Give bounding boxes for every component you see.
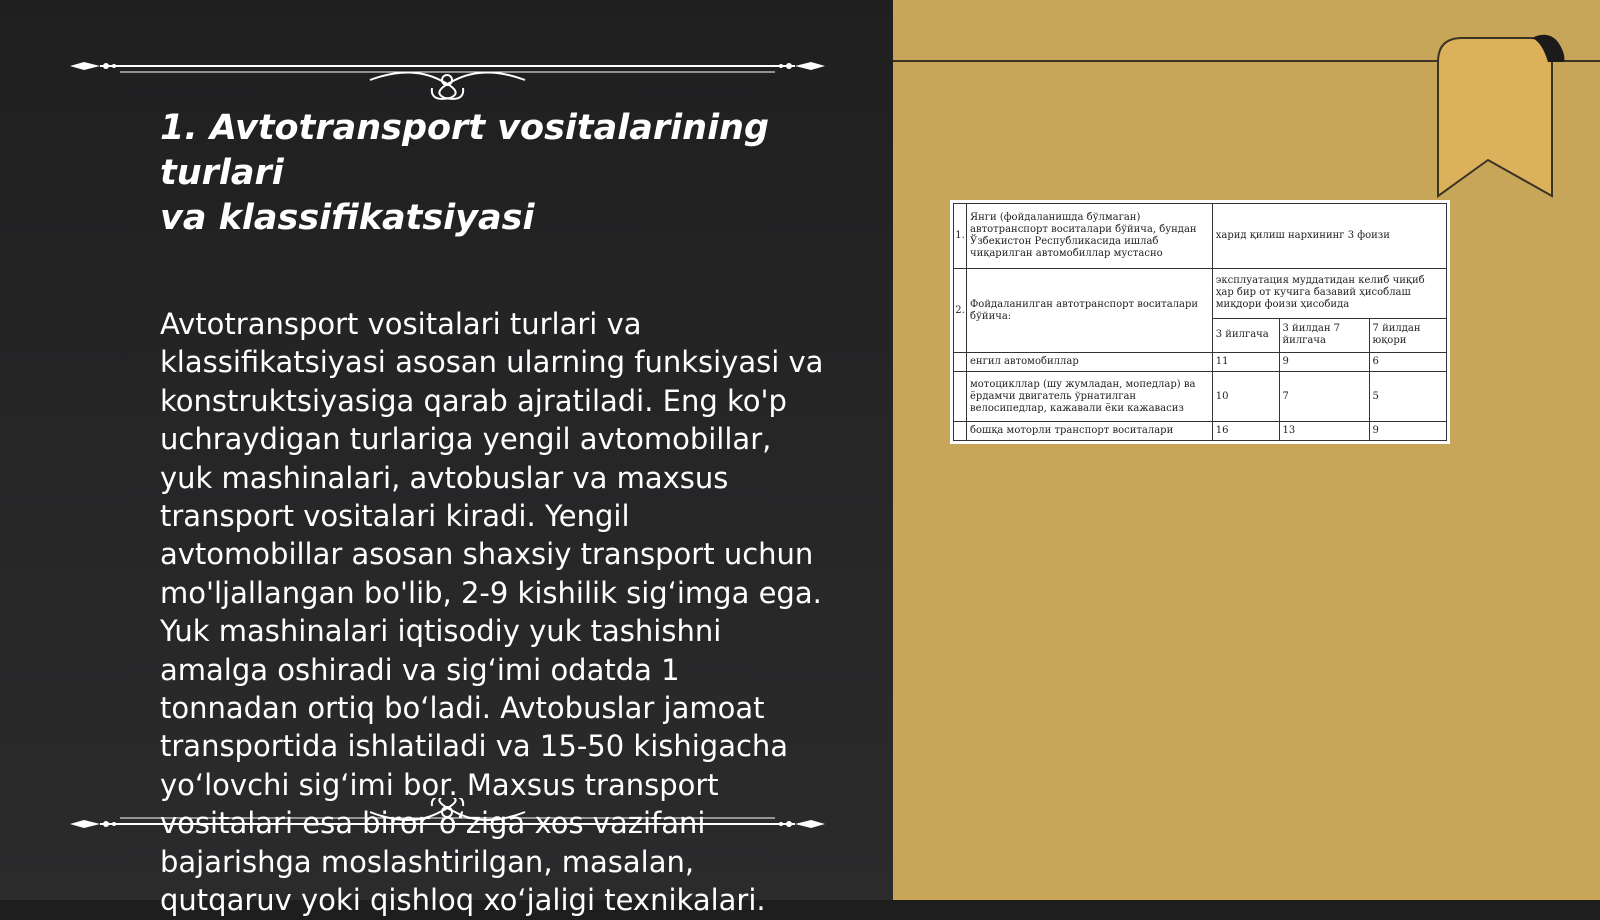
table-cell: 9 xyxy=(1279,353,1369,372)
table-cell: 2. xyxy=(954,268,967,352)
slide-body-text xyxy=(160,305,850,920)
table-cell: 10 xyxy=(1212,372,1279,422)
body-line: avtomobillar asosan shaxsiy transport uchun xyxy=(160,537,814,572)
slide-title xyxy=(160,106,850,241)
body-line: yo‘lovchi sig‘imi bor. Maxsus transport xyxy=(160,767,719,802)
table-cell: Фойдаланилган автотранспорт воситалари бўйича: xyxy=(967,268,1213,352)
body-line: qutqaruv yoki qishloq xo‘jaligi texnikalari. xyxy=(160,883,766,918)
table-cell: бошқа моторли транспорт воситалари xyxy=(967,421,1213,440)
body-line: konstruktsiyasiga qarab ajratiladi. Eng ko'p xyxy=(160,383,787,418)
slide-title-line: 1. Avtotransport vositalarining turlari xyxy=(160,108,770,193)
body-line: transportida ishlatiladi va 15-50 kishigacha xyxy=(160,729,789,764)
body-line: uchraydigan turlariga yengil avtomobillar, xyxy=(160,422,772,457)
table-row xyxy=(954,268,1447,318)
table-row xyxy=(954,204,1447,269)
body-line: bajarishga moslashtirilgan, masalan, xyxy=(160,844,695,879)
table-row xyxy=(954,353,1447,372)
table-cell xyxy=(954,353,967,372)
table-cell: 1. xyxy=(954,204,967,269)
table-cell: Янги (фойдаланишда бўлмаган) автотранспорт воситалари бўйича, бундан Ўзбекистон Республикасида ишлаб чиқарилган автомобиллар мустасно xyxy=(967,204,1213,269)
table-cell: 13 xyxy=(1279,421,1369,440)
table-cell: 3 йилгача xyxy=(1212,318,1279,352)
body-line: Avtotransport vositalari turlari va xyxy=(160,307,642,341)
table-cell: харид қилиш нархининг 3 фоизи xyxy=(1212,204,1446,269)
table-cell: мотоцикллар (шу жумладан, мопедлар) ва ёрдамчи двигатель ўрнатилган велосипедлар, кажавали ёки кажавасиз xyxy=(967,372,1213,422)
table-cell: 5 xyxy=(1369,372,1446,422)
ribbon-bookmark-icon xyxy=(1430,30,1600,200)
body-line: yuk mashinalari, avtobuslar va maxsus xyxy=(160,460,729,495)
slide-title-line: va klassifikatsiyasi xyxy=(160,198,535,238)
body-line: transport vositalari kiradi. Yengil xyxy=(160,499,630,534)
tax-rate-table-image xyxy=(950,200,1450,444)
table-cell: 9 xyxy=(1369,421,1446,440)
body-line: mo'ljallangan bo'lib, 2-9 kishilik sig‘imga ega. xyxy=(160,575,822,610)
tax-rate-table xyxy=(953,203,1447,441)
table-cell: 6 xyxy=(1369,353,1446,372)
table-cell: енгил автомобиллар xyxy=(967,353,1213,372)
table-cell: 3 йилдан 7 йилгача xyxy=(1279,318,1369,352)
top-ornament-divider-icon xyxy=(70,50,825,100)
body-line: vositalari esa biror o‘ziga xos vazifani xyxy=(160,806,706,841)
body-line: klassifikatsiyasi asosan ularning funksiyasi va xyxy=(160,345,824,380)
table-cell: 7 йилдан юқори xyxy=(1369,318,1446,352)
body-line: tonnadan ortiq bo‘ladi. Avtobuslar jamoat xyxy=(160,691,765,726)
table-cell: эксплуатация муддатидан келиб чиқиб ҳар бир от кучига базавий ҳисоблаш миқдори фоизи ҳисобида xyxy=(1212,268,1446,318)
table-cell xyxy=(954,421,967,440)
body-line: Yuk mashinalari iqtisodiy yuk tashishni xyxy=(160,614,722,649)
table-cell: 11 xyxy=(1212,353,1279,372)
table-row xyxy=(954,421,1447,440)
body-line: amalga oshiradi va sig‘imi odatda 1 xyxy=(160,652,680,687)
table-cell: 16 xyxy=(1212,421,1279,440)
table-cell xyxy=(954,372,967,422)
table-cell: 7 xyxy=(1279,372,1369,422)
table-row xyxy=(954,372,1447,422)
